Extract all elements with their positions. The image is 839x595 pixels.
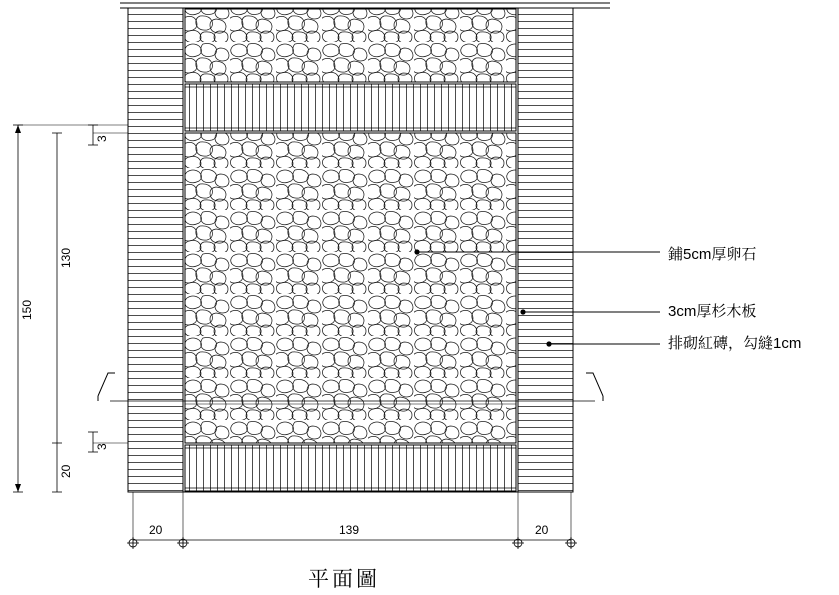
drawing-title: 平面圖 [308, 567, 380, 591]
dimension-inner-height: 130 [59, 247, 73, 268]
annotation-cobble: 鋪5cm厚卵石 [668, 246, 757, 263]
annotation-brick: 排砌紅磚，勾縫1cm [668, 335, 802, 352]
dimension-center-width: 139 [339, 523, 360, 537]
dimension-top-gap: 3 [95, 135, 109, 142]
dimension-overall-height: 150 [20, 299, 34, 320]
annotation-fir-board: 3cm厚杉木板 [668, 303, 757, 320]
dimension-bottom-gap: 3 [95, 443, 109, 450]
dimension-bottom-band: 20 [59, 464, 73, 478]
dimension-left-width: 20 [149, 523, 163, 537]
dimension-right-width: 20 [535, 523, 549, 537]
